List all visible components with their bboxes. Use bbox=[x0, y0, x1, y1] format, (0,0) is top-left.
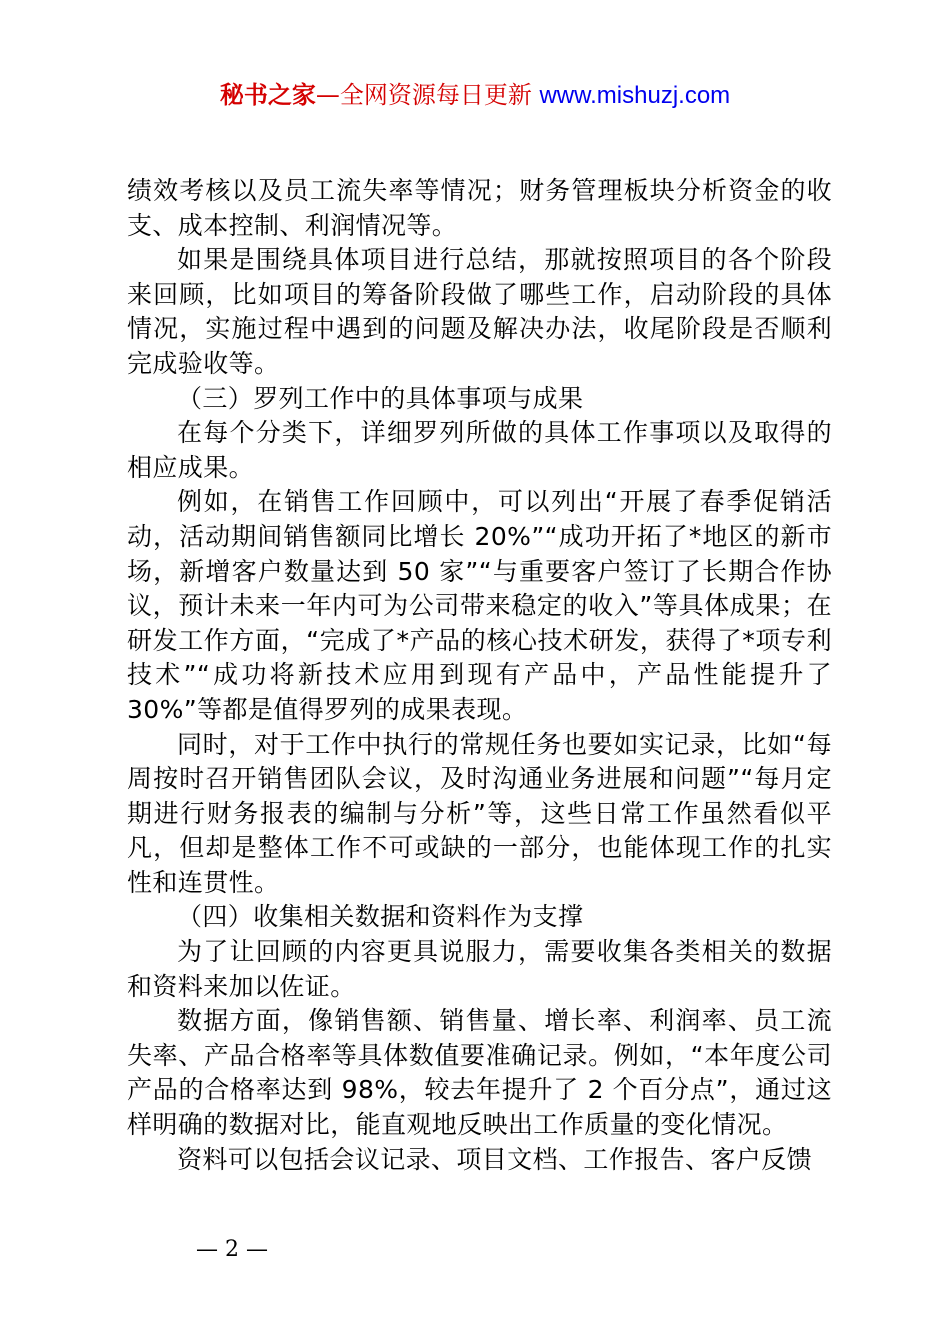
document-body bbox=[127, 174, 832, 1177]
site-tagline: —全网资源每日更新 bbox=[315, 81, 532, 109]
page-number: — 2 — bbox=[196, 1237, 268, 1262]
paragraph: 例如，在销售工作回顾中，可以列出“开展了春季促销活动，活动期间销售额同比增长 20%”“成功开拓了*地区的新市场，新增客户数量达到 50 家”“与重要客户签订了长期合作协议，预计未来一年内可为公司带来稳定的收入”等具体成果；在研发工作方面，“完成了*产品的核心技术研发，获得了*项专利技术”“成功将新技术应用到现有产品中，产品性能提升了 30%”等都是值得罗列的成果表现。 bbox=[127, 487, 832, 724]
section-heading: （三）罗列工作中的具体事项与成果 bbox=[177, 383, 584, 413]
site-url-link[interactable]: www.mishuzj.com bbox=[539, 82, 731, 109]
paragraph: 如果是围绕具体项目进行总结，那就按照项目的各个阶段来回顾，比如项目的筹备阶段做了哪些工作，启动阶段的具体情况，实施过程中遇到的问题及解决办法，收尾阶段是否顺利完成验收等。 bbox=[127, 245, 832, 378]
paragraph: 绩效考核以及员工流失率等情况；财务管理板块分析资金的收支、成本控制、利润情况等。 bbox=[127, 176, 832, 240]
paragraph: 数据方面，像销售额、销售量、增长率、利润率、员工流失率、产品合格率等具体数值要准确记录。例如，“本年度公司产品的合格率达到 98%，较去年提升了 2 个百分点”，通过这样明确的数据对比，能直观地反映出工作质量的变化情况。 bbox=[127, 1006, 832, 1140]
site-brand: 秘书之家 bbox=[219, 81, 316, 109]
section-heading: （四）收集相关数据和资料作为支撑 bbox=[177, 902, 584, 932]
paragraph: 同时，对于工作中执行的常规任务也要如实记录，比如“每周按时召开销售团队会议，及时沟通业务进展和问题”“每月定期进行财务报表的编制与分析”等，这些日常工作虽然看似平凡，但却是整体工作不可或缺的一部分，也能体现工作的扎实性和连贯性。 bbox=[127, 729, 832, 897]
site-header bbox=[0, 78, 950, 113]
paragraph: 资料可以包括会议记录、项目文档、工作报告、客户反馈 bbox=[177, 1144, 813, 1174]
paragraph: 为了让回顾的内容更具说服力，需要收集各类相关的数据和资料来加以佐证。 bbox=[127, 937, 832, 1001]
paragraph: 在每个分类下，详细罗列所做的具体工作事项以及取得的相应成果。 bbox=[127, 418, 832, 482]
